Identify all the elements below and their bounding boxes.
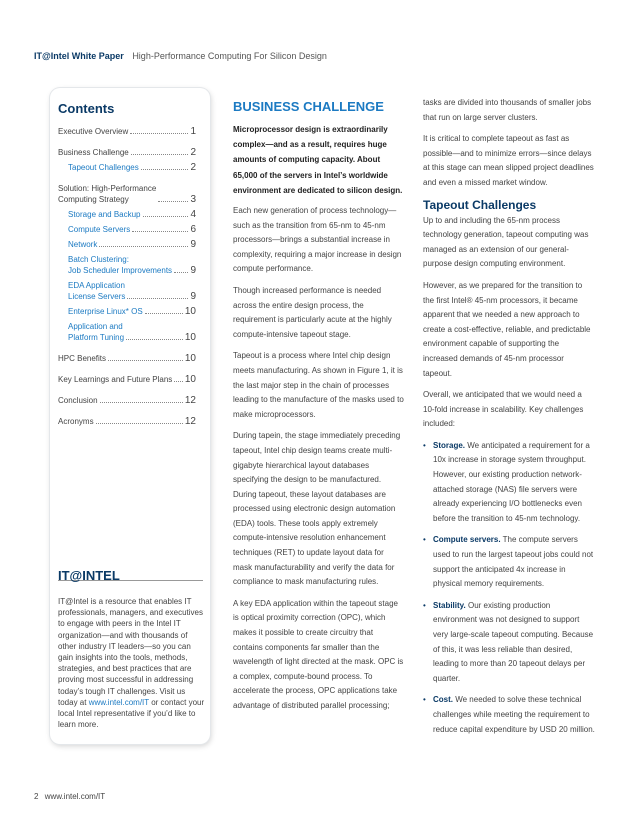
toc-entry[interactable] bbox=[58, 321, 196, 343]
toc-entry-page: 9 bbox=[190, 265, 196, 276]
toc-entry-page: 10 bbox=[184, 306, 196, 317]
toc-entry-label: EDA Application License Servers bbox=[68, 281, 126, 301]
toc-leader-dots bbox=[127, 298, 188, 299]
header-subtitle: High-Performance Computing For Silicon Design bbox=[132, 51, 327, 61]
contents-title: Contents bbox=[58, 101, 115, 116]
bullet-icon: • bbox=[423, 600, 426, 610]
toc-entry[interactable] bbox=[58, 353, 196, 364]
toc-entry-page: 10 bbox=[184, 374, 196, 385]
toc-entry-label: Executive Overview bbox=[58, 127, 129, 136]
challenge-list bbox=[423, 439, 595, 737]
page-header bbox=[34, 51, 327, 61]
bullet-term: Stability. bbox=[433, 600, 466, 610]
paragraph: Up to and including the 65-nm process technology generation, tapeout computing was managed as an extension of our general-purpose design computing environment. bbox=[423, 215, 589, 269]
toc-entry-label: Network bbox=[68, 240, 98, 249]
page-number: 2 bbox=[34, 792, 39, 801]
footer-url[interactable]: www.intel.com/IT bbox=[44, 792, 106, 801]
toc-leader-dots bbox=[145, 313, 183, 314]
toc-entry[interactable] bbox=[58, 395, 196, 406]
toc-entry[interactable] bbox=[58, 416, 196, 427]
header-brand: IT@Intel White Paper bbox=[34, 51, 124, 61]
bullet-text: We anticipated a requirement for a 10x increase in storage system throughput. However, our existing production network-attached storage (NAS) file servers were already experiencing I/O bottlenecks even before the transition to 45-nm technology. bbox=[433, 440, 590, 523]
toc-entry[interactable] bbox=[58, 183, 196, 205]
bullet-term: Storage. bbox=[433, 440, 466, 450]
itintel-body bbox=[58, 596, 206, 730]
toc-entry-page: 2 bbox=[190, 147, 196, 158]
toc-entry-page: 2 bbox=[190, 162, 196, 173]
toc-entry-page: 4 bbox=[190, 209, 196, 220]
bullet-text: Our existing production environment was not designed to support very large-scale tapeout computing. Because of this, it was less reliable than desired, leading to more than 20 tapeout delays per quarter. bbox=[433, 600, 594, 683]
toc-leader-dots bbox=[158, 201, 188, 202]
paragraph: Though increased performance is needed across the entire design process, the requirement is particularly acute at the highly compute-intensive tapeout stage. bbox=[233, 285, 392, 339]
toc-entry-label: Storage and Backup bbox=[68, 210, 141, 219]
toc-leader-dots bbox=[108, 360, 183, 361]
toc-entry[interactable] bbox=[58, 374, 196, 385]
list-item bbox=[423, 599, 595, 687]
toc-entry[interactable] bbox=[58, 224, 196, 235]
paragraph: tasks are divided into thousands of smaller jobs that run on large server clusters. bbox=[423, 98, 592, 122]
toc-entry[interactable] bbox=[58, 306, 196, 317]
tapeout-column bbox=[423, 99, 595, 744]
toc-leader-dots bbox=[131, 154, 189, 155]
list-item bbox=[423, 439, 595, 527]
business-lead: Microprocessor design is extraordinarily complex—and as a result, requires huge amounts of computing capacity. About 65,000 of the servers in Intel’s worldwide environment are dedicated to silicon design. bbox=[233, 125, 403, 195]
business-challenge-title: BUSINESS CHALLENGE bbox=[233, 99, 384, 114]
itintel-text: IT@Intel is a resource that enables IT professionals, managers, and executives to engage with peers in the Intel IT organization—and with thousands of other industry IT leaders—so you can gain insights into the tools, methods, strategies, and best practices that are proving most successful in addressing today’s tough IT challenges. Visit us today at bbox=[58, 597, 203, 707]
toc-leader-dots bbox=[126, 339, 183, 340]
toc-entry[interactable] bbox=[58, 209, 196, 220]
tapeout-challenges-title: Tapeout Challenges bbox=[423, 197, 537, 212]
paragraph: Overall, we anticipated that we would need a 10-fold increase in scalability. Key challenges included: bbox=[423, 390, 584, 429]
bullet-term: Compute servers. bbox=[433, 535, 501, 545]
toc-entry-page: 6 bbox=[190, 224, 196, 235]
toc-entry-label: Application and Platform Tuning bbox=[68, 322, 125, 342]
itintel-link[interactable]: www.intel.com/IT bbox=[88, 697, 149, 707]
toc-entry-page: 9 bbox=[190, 291, 196, 302]
bullet-text: The compute servers used to run the largest tapeout jobs could not support the anticipated 4x increase in physical memory requirements. bbox=[433, 535, 594, 589]
bullet-icon: • bbox=[423, 535, 426, 545]
paragraph: Each new generation of process technology—such as the transition from 65-nm to 45-nm processors—brings a substantial increase in complexity, requiring a major increase in design compute performance. bbox=[233, 206, 402, 274]
toc-entry[interactable] bbox=[58, 239, 196, 250]
toc-leader-dots bbox=[130, 133, 188, 134]
toc-leader-dots bbox=[143, 216, 189, 217]
toc-entry-label: Acronyms bbox=[58, 417, 94, 426]
business-challenge-column bbox=[233, 99, 405, 721]
toc-entry[interactable] bbox=[58, 162, 196, 173]
toc-leader-dots bbox=[174, 272, 188, 273]
toc-entry[interactable] bbox=[58, 280, 196, 302]
itintel-text-end: or contact your local Intel representative if you’d like to learn more. bbox=[58, 697, 205, 730]
toc-leader-dots bbox=[96, 423, 183, 424]
toc-leader-dots bbox=[100, 402, 183, 403]
toc-leader-dots bbox=[99, 246, 188, 247]
paragraph: It is critical to complete tapeout as fast as possible—and to minimize errors—since delays at this stage can mean slipped project deadlines and even a missed market window. bbox=[423, 134, 594, 187]
itintel-title: IT@INTEL bbox=[58, 568, 120, 583]
toc-entry-page: 1 bbox=[190, 126, 196, 137]
bullet-icon: • bbox=[423, 440, 426, 450]
toc-entry[interactable] bbox=[58, 126, 196, 137]
bullet-icon: • bbox=[423, 695, 426, 705]
toc-entry-label: Business Challenge bbox=[58, 148, 129, 157]
toc-entry[interactable] bbox=[58, 254, 196, 276]
page-footer bbox=[34, 792, 105, 801]
toc-entry[interactable] bbox=[58, 147, 196, 158]
toc-entry-label: Batch Clustering: Job Scheduler Improvements bbox=[68, 255, 173, 275]
bullet-text: We needed to solve these technical challenges while meeting the requirement to reduce capital expenditure by USD 20 million. bbox=[433, 695, 595, 734]
paragraph: Tapeout is a process where Intel chip design meets manufacturing. As shown in Figure 1, it is the last major step in the chain of processes leading to the manufacture of the masks used to make microprocessors. bbox=[233, 351, 404, 419]
toc-entry-page: 12 bbox=[184, 395, 196, 406]
toc-entry-label: Solution: High-Performance Computing Strategy bbox=[58, 184, 157, 204]
toc-leader-dots bbox=[141, 169, 189, 170]
toc-entry-page: 9 bbox=[190, 239, 196, 250]
toc-entry-label: Conclusion bbox=[58, 396, 98, 405]
paragraph: A key EDA application within the tapeout stage is optical proximity correction (OPC), which makes it possible to create circuitry that contains components far smaller than the wavelength of light directed at the mask. OPC is a complex, compute-bound process. To accelerate the process, OPC applications take advantage of distributed parallel processing; bbox=[233, 598, 404, 711]
toc-entry-page: 10 bbox=[184, 353, 196, 364]
list-item bbox=[423, 533, 595, 591]
toc-leader-dots bbox=[174, 381, 183, 382]
toc-entry-label: Enterprise Linux* OS bbox=[68, 307, 143, 316]
toc-entry-label: HPC Benefits bbox=[58, 354, 107, 363]
toc-entry-page: 3 bbox=[190, 194, 196, 205]
list-item bbox=[423, 693, 595, 737]
toc-entry-page: 12 bbox=[184, 416, 196, 427]
bullet-term: Cost. bbox=[433, 695, 453, 705]
toc-entry-label: Key Learnings and Future Plans bbox=[58, 375, 173, 384]
table-of-contents bbox=[58, 126, 196, 427]
toc-entry-label: Compute Servers bbox=[68, 225, 131, 234]
paragraph: However, as we prepared for the transition to the first Intel® 45-nm processors, it became apparent that we needed a new approach to create a cost-effective, reliable, and predictable environment capable of supporting the increased demands of 45-nm processor tapeout. bbox=[423, 280, 591, 378]
toc-entry-label: Tapeout Challenges bbox=[68, 163, 139, 172]
toc-leader-dots bbox=[132, 231, 188, 232]
toc-entry-page: 10 bbox=[184, 332, 196, 343]
paragraph: During tapein, the stage immediately preceding tapeout, Intel chip design teams create multi-gigabyte hierarchical layout databases specifying the design to be manufactured. During tapeout, these layout databases are processed using electronic design automation (EDA) tools. These tools apply extremely compute-intensive resolution enhancement techniques (RET) to update layout data for mask manufacturability and verify the data for compliance to mask manufacturing rules. bbox=[233, 431, 401, 587]
